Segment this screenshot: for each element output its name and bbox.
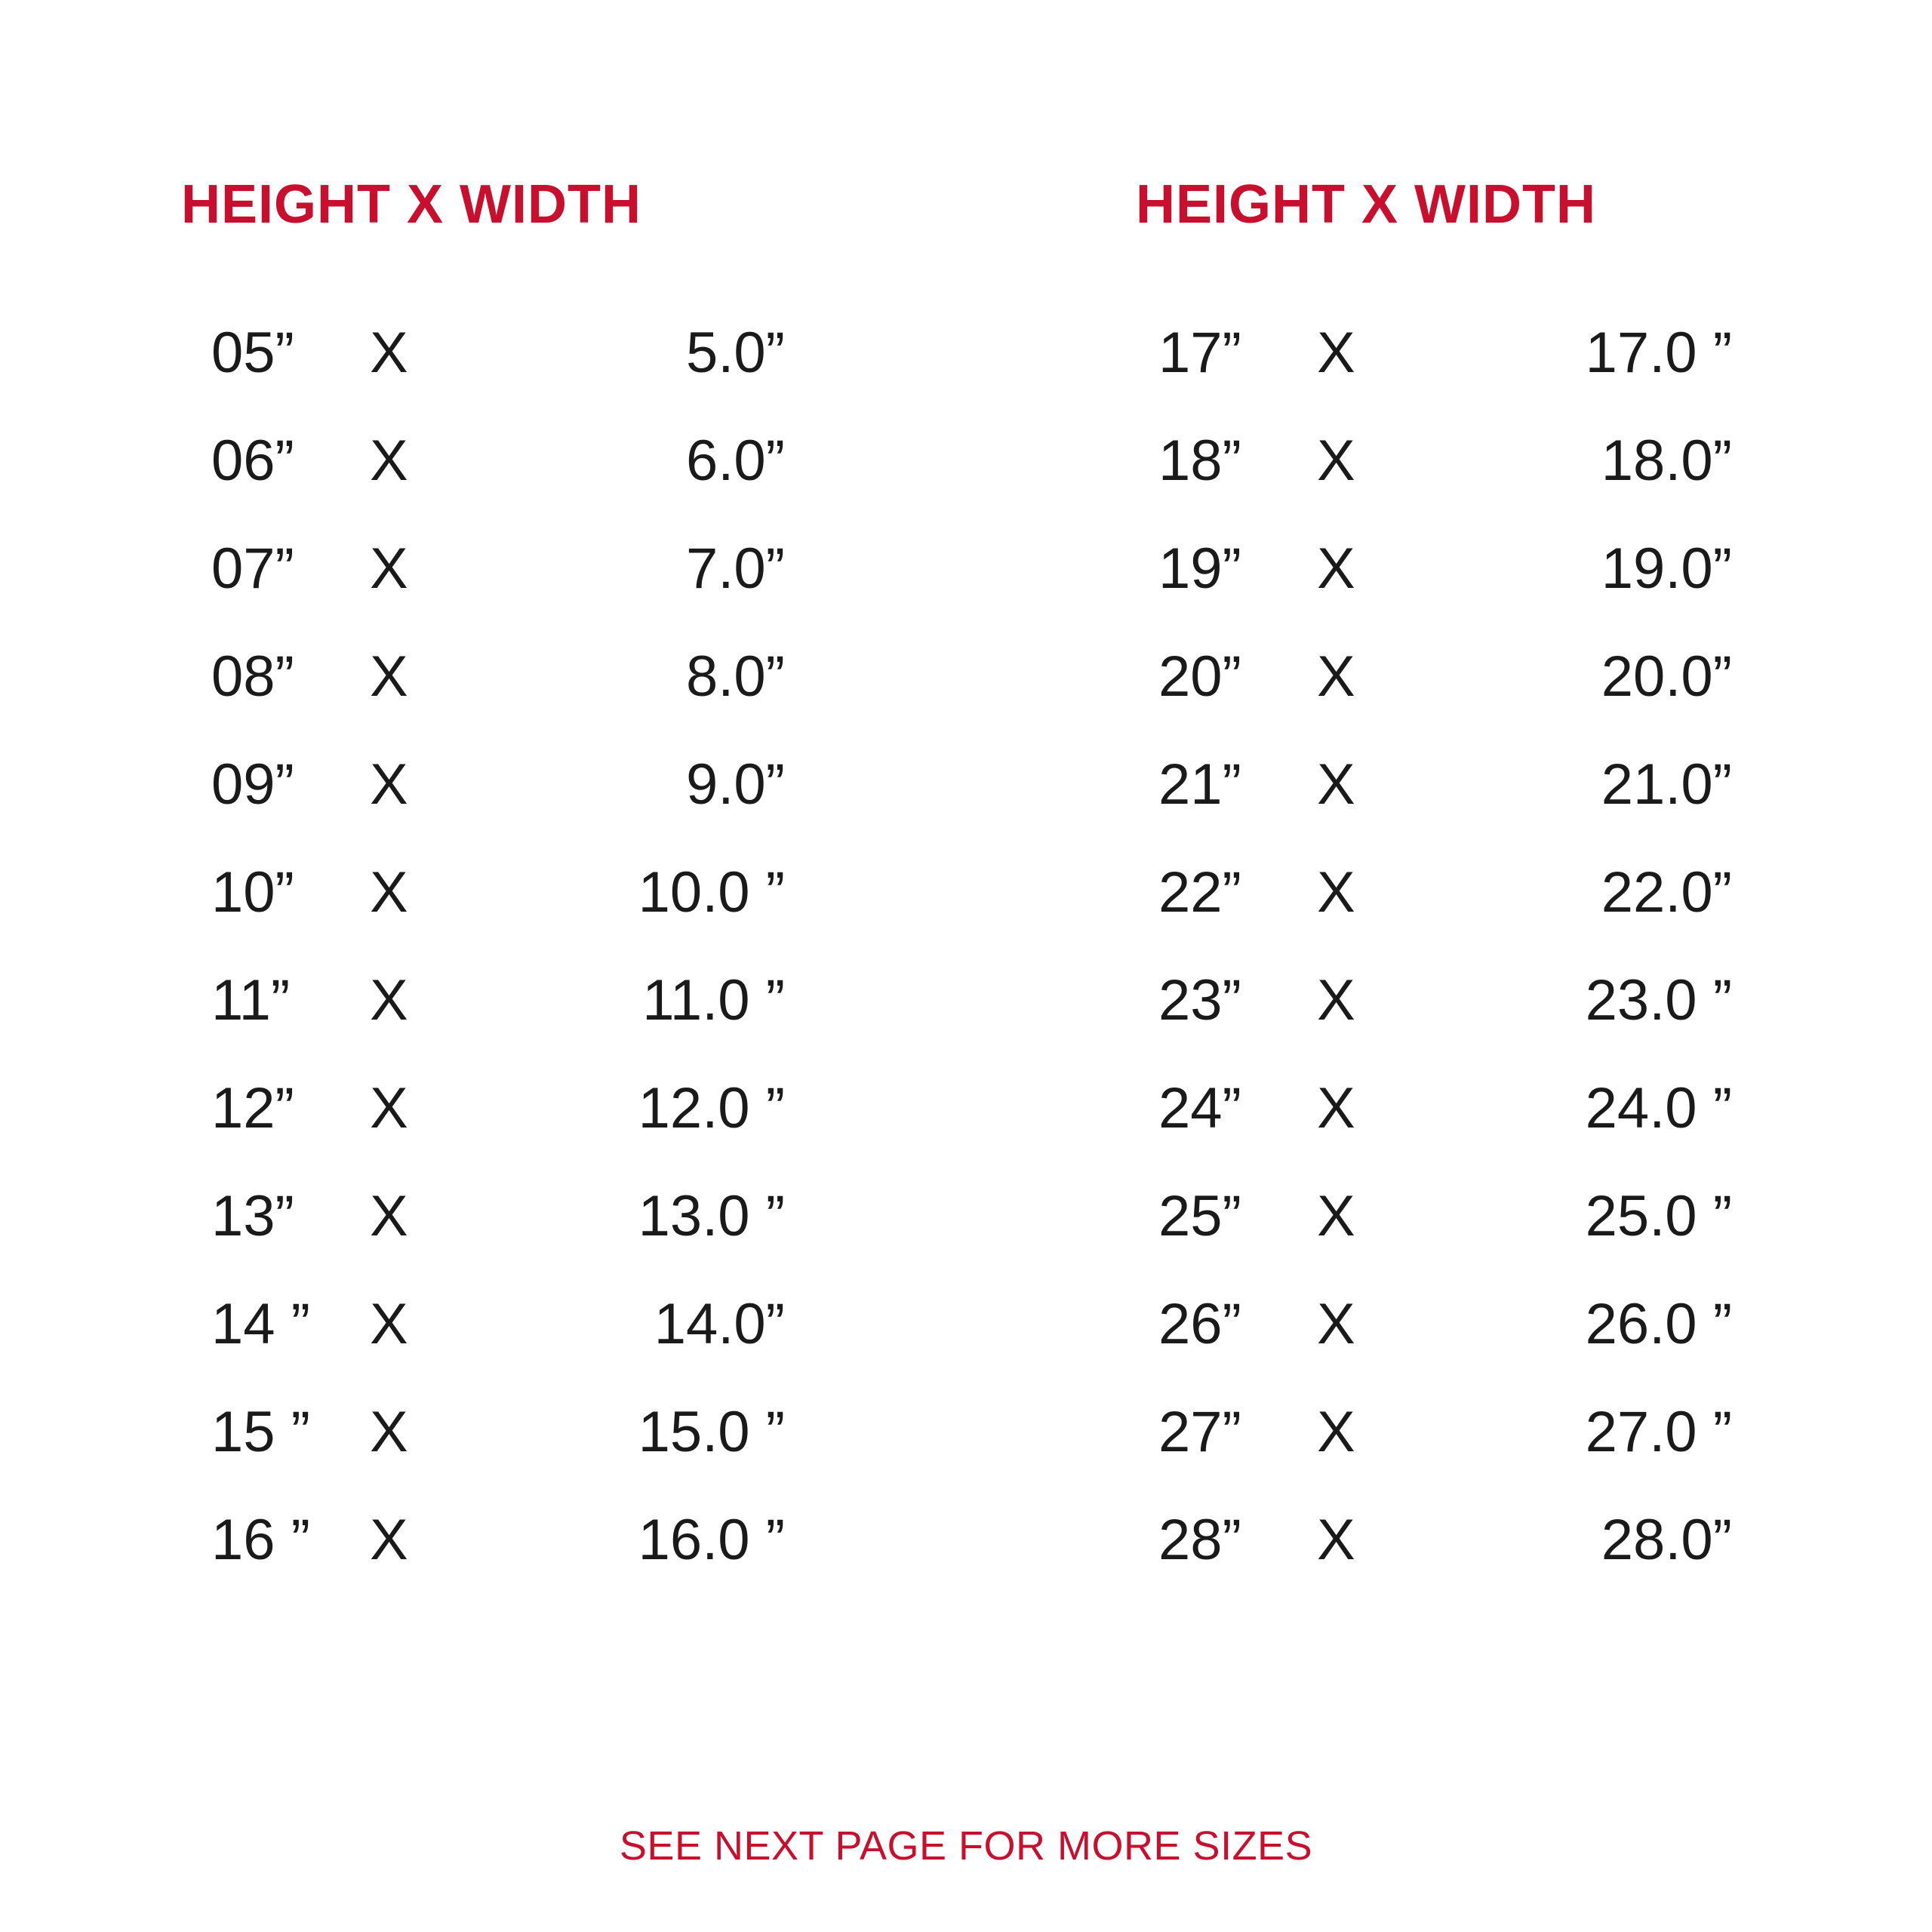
row-width-value: 14.0” — [654, 1292, 785, 1356]
row-separator: X — [370, 645, 408, 709]
row-width-value: 21.0” — [1601, 752, 1732, 817]
row-height-value: 19” — [1158, 537, 1241, 601]
table-row — [0, 752, 1932, 860]
column-header-right: HEIGHT X WIDTH — [1136, 174, 1596, 235]
row-separator: X — [1317, 1400, 1355, 1464]
row-separator: X — [370, 1508, 408, 1572]
row-width-value: 10.0 ” — [638, 860, 785, 924]
row-height-value: 11” — [211, 968, 291, 1032]
table-row — [0, 1507, 1932, 1615]
size-columns — [0, 174, 1932, 1615]
row-separator: X — [1317, 1076, 1355, 1140]
row-height-value: 24” — [1158, 1076, 1241, 1140]
row-height-value: 15 ” — [211, 1400, 310, 1464]
row-width-value: 20.0” — [1601, 645, 1732, 709]
row-separator: X — [370, 968, 408, 1032]
row-width-value: 18.0” — [1601, 429, 1732, 493]
row-width-value: 6.0” — [686, 429, 785, 493]
size-column-right — [966, 174, 1932, 1615]
row-separator: X — [370, 429, 408, 493]
row-separator: X — [370, 1184, 408, 1248]
table-row — [0, 1399, 1932, 1507]
row-height-value: 09” — [211, 752, 294, 817]
row-width-value: 28.0” — [1601, 1508, 1732, 1572]
row-width-value: 17.0 ” — [1585, 321, 1732, 385]
row-height-value: 12” — [211, 1076, 294, 1140]
row-height-value: 21” — [1158, 752, 1241, 817]
footer-note: SEE NEXT PAGE FOR MORE SIZES — [619, 1823, 1313, 1869]
row-height-value: 10” — [211, 860, 294, 924]
row-separator: X — [1317, 968, 1355, 1032]
row-height-value: 27” — [1158, 1400, 1241, 1464]
row-height-value: 22” — [1158, 860, 1241, 924]
row-width-value: 23.0 ” — [1585, 968, 1732, 1032]
row-height-value: 23” — [1158, 968, 1241, 1032]
row-height-value: 14 ” — [211, 1292, 310, 1356]
row-separator: X — [1317, 860, 1355, 924]
table-row — [0, 320, 1932, 428]
row-width-value: 22.0” — [1601, 860, 1732, 924]
row-separator: X — [370, 1076, 408, 1140]
row-separator: X — [370, 752, 408, 817]
row-separator: X — [370, 1292, 408, 1356]
row-width-value: 16.0 ” — [638, 1508, 785, 1572]
row-height-value: 05” — [211, 321, 294, 385]
row-height-value: 28” — [1158, 1508, 1241, 1572]
row-width-value: 11.0 ” — [642, 968, 785, 1032]
row-separator: X — [1317, 1508, 1355, 1572]
table-row — [0, 968, 1932, 1075]
row-width-value: 25.0 ” — [1585, 1184, 1732, 1248]
row-width-value: 15.0 ” — [638, 1400, 785, 1464]
table-row — [0, 1183, 1932, 1291]
row-separator: X — [1317, 321, 1355, 385]
row-height-value: 18” — [1158, 429, 1241, 493]
table-row — [0, 428, 1932, 536]
row-separator: X — [370, 537, 408, 601]
row-width-value: 8.0” — [686, 645, 785, 709]
row-width-value: 5.0” — [686, 321, 785, 385]
row-separator: X — [1317, 429, 1355, 493]
row-width-value: 24.0 ” — [1585, 1076, 1732, 1140]
column-header-left: HEIGHT X WIDTH — [181, 174, 641, 235]
row-width-value: 13.0 ” — [638, 1184, 785, 1248]
row-height-value: 26” — [1158, 1292, 1241, 1356]
row-separator: X — [1317, 645, 1355, 709]
row-width-value: 9.0” — [686, 752, 785, 817]
table-row — [0, 1291, 1932, 1399]
table-row — [0, 860, 1932, 968]
row-height-value: 25” — [1158, 1184, 1241, 1248]
row-separator: X — [1317, 1292, 1355, 1356]
row-height-value: 13” — [211, 1184, 294, 1248]
row-height-value: 06” — [211, 429, 294, 493]
row-height-value: 16 ” — [211, 1508, 310, 1572]
row-width-value: 19.0” — [1601, 537, 1732, 601]
row-width-value: 7.0” — [686, 537, 785, 601]
row-height-value: 08” — [211, 645, 294, 709]
table-row — [0, 644, 1932, 752]
row-height-value: 17” — [1158, 321, 1241, 385]
row-separator: X — [1317, 752, 1355, 817]
row-width-value: 27.0 ” — [1585, 1400, 1732, 1464]
table-row — [0, 1075, 1932, 1183]
row-separator: X — [1317, 537, 1355, 601]
row-height-value: 07” — [211, 537, 294, 601]
row-width-value: 12.0 ” — [638, 1076, 785, 1140]
row-height-value: 20” — [1158, 645, 1241, 709]
row-separator: X — [1317, 1184, 1355, 1248]
size-rows-right — [966, 320, 1932, 1615]
row-separator: X — [370, 860, 408, 924]
table-row — [0, 536, 1932, 644]
row-width-value: 26.0 ” — [1585, 1292, 1732, 1356]
row-separator: X — [370, 1400, 408, 1464]
row-separator: X — [370, 321, 408, 385]
